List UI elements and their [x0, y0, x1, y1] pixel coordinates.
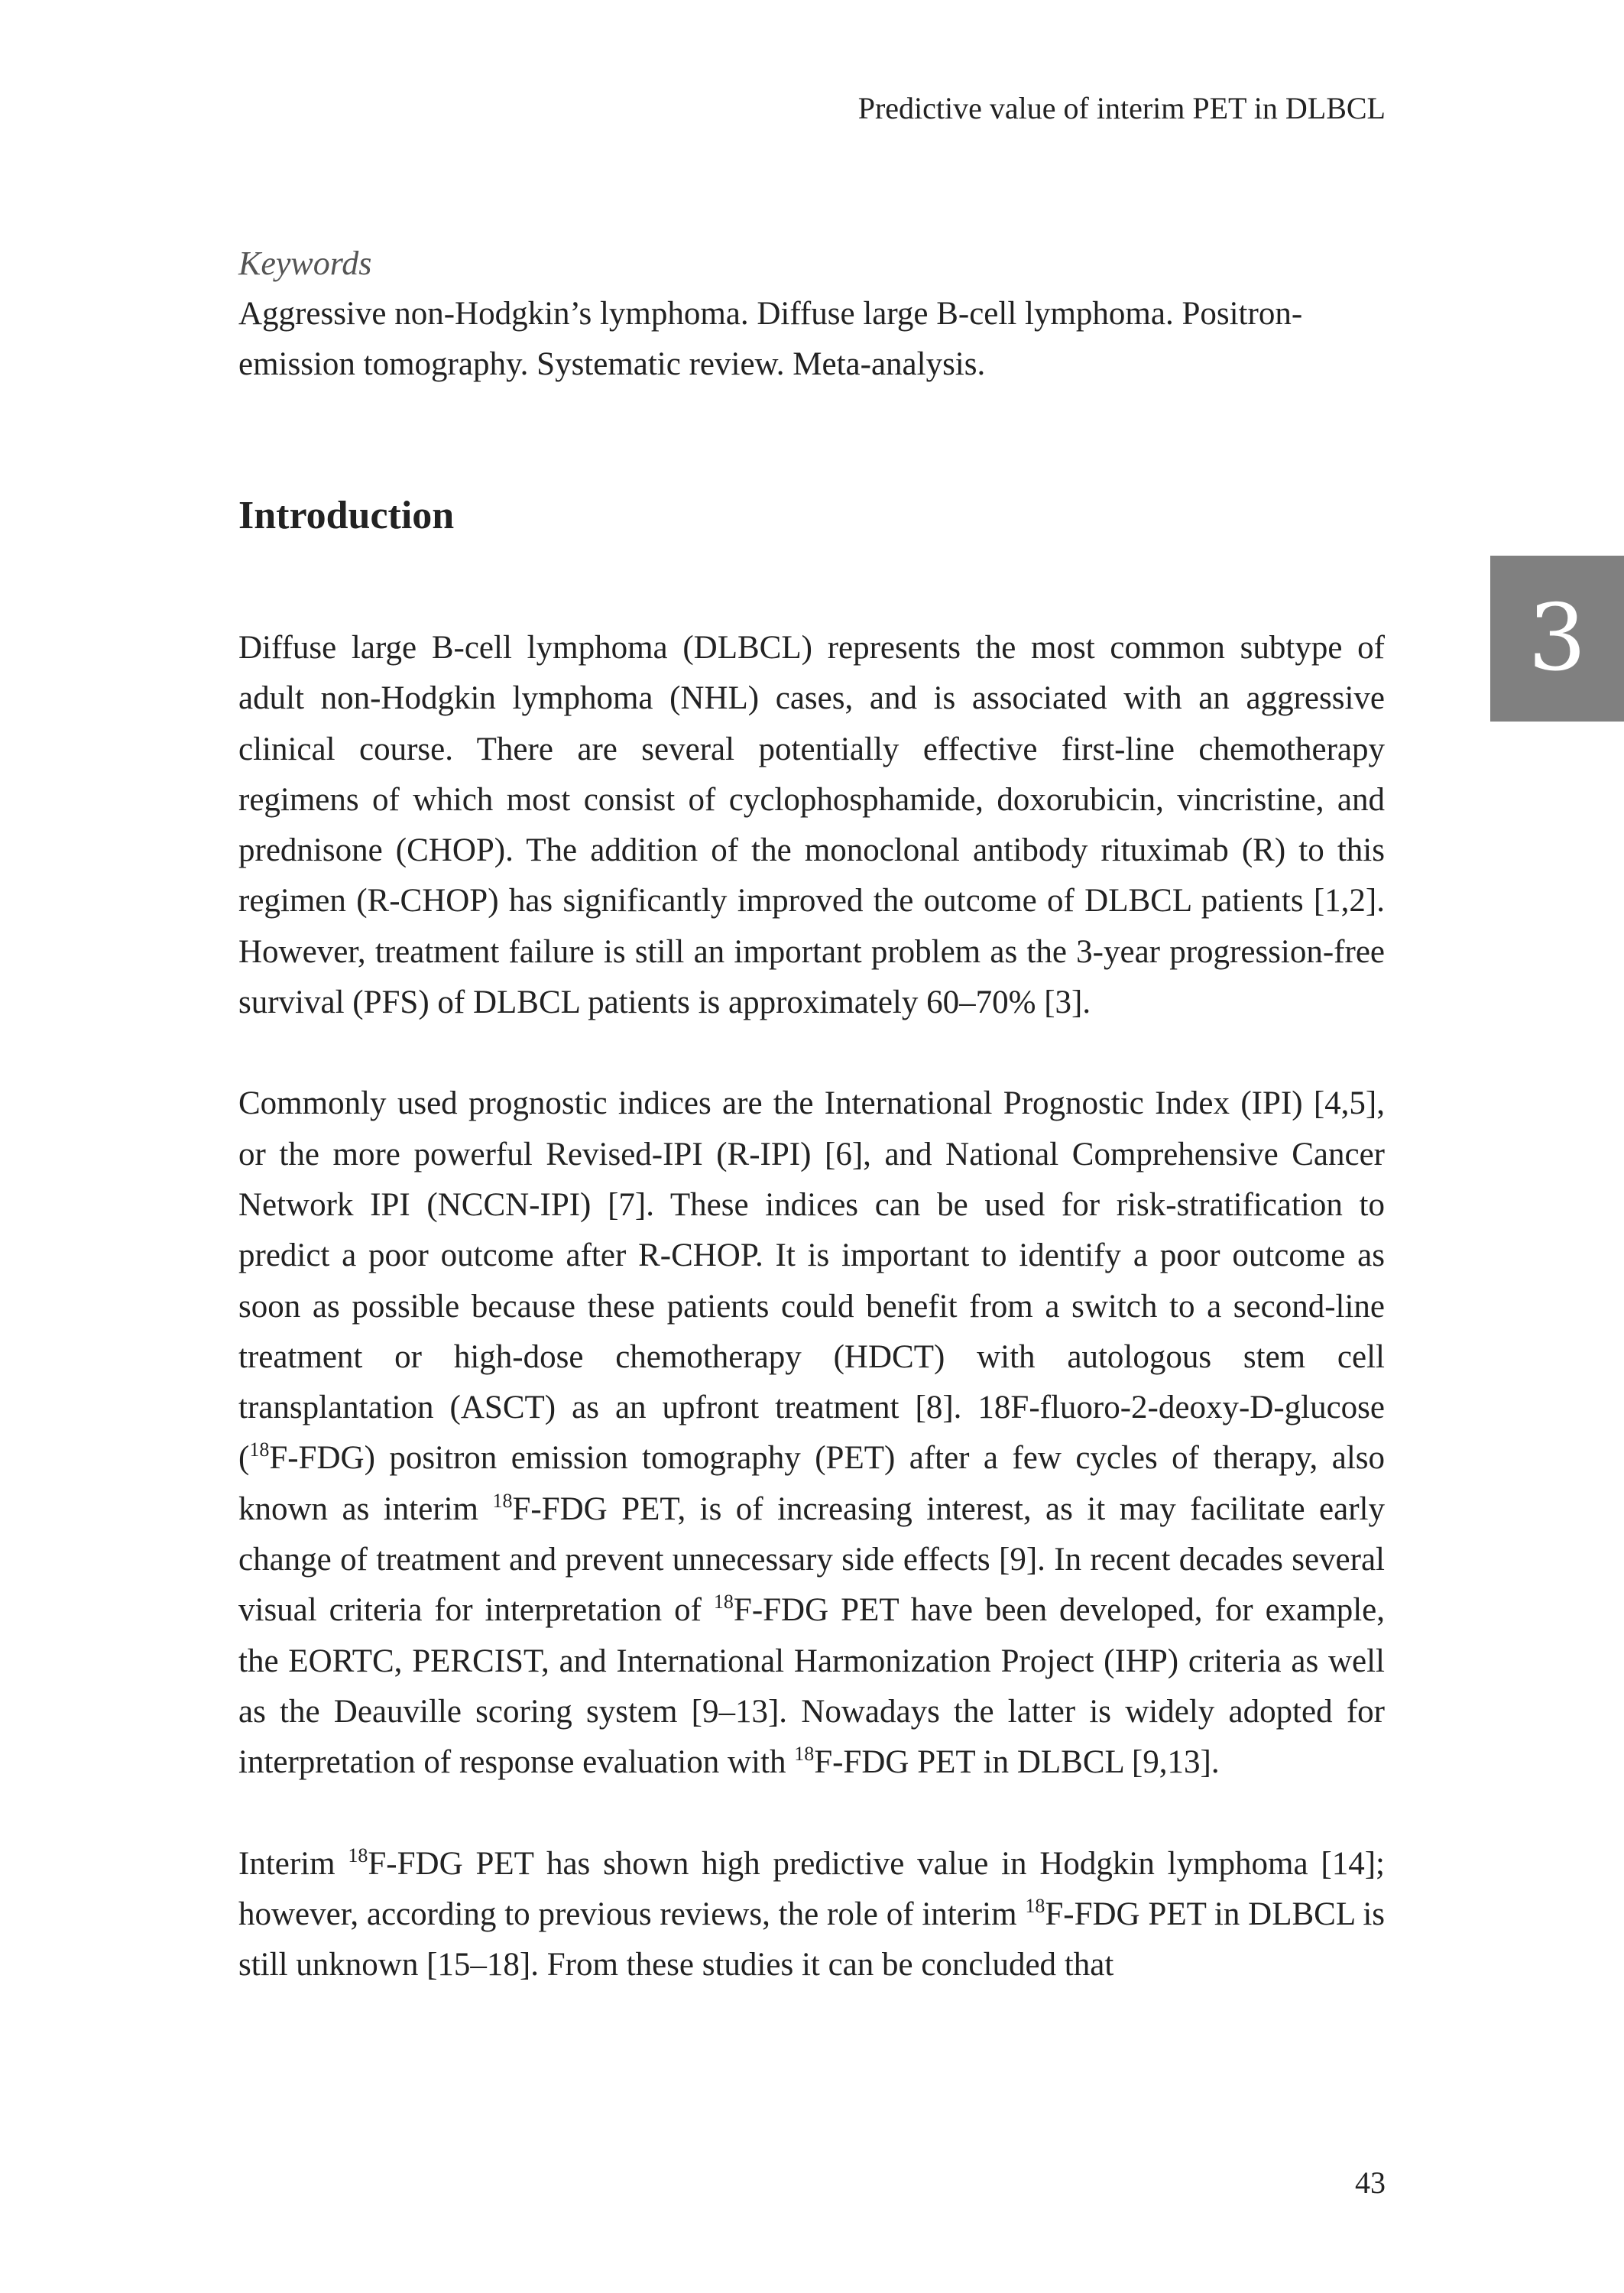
introduction-paragraph-1: Diffuse large B-cell lymphoma (DLBCL) represents the most common subtype of adult non-Hodgkin lymphoma (NHL) cases, and is associated with an aggressive clinical course. There are several potentially effective first-line chemotherapy regimens of which most consist of cyclophosphamide, doxorubicin, vincristine, and prednisone (CHOP). The addition of the monoclonal antibody rituximab (R) to this regimen (R-CHOP) has significantly improved the outcome of DLBCL patients [1,2]. However, treatment failure is still an important problem as the 3-year progression-free survival (PFS) of DLBCL patients is approximately 60–70% [3].: [238, 630, 1385, 1021]
keywords-text: Aggressive non-Hodgkin’s lymphoma. Diffuse large B-cell lymphoma. Positron-emission tomography. Systematic review. Meta-analysis.: [238, 296, 1303, 382]
keywords-label: Keywords: [238, 245, 372, 282]
chapter-tab: 3: [1490, 556, 1624, 722]
isotope-superscript: 18: [492, 1489, 513, 1512]
paragraph-3-text: F-FDG PET in DLBCL is still unknown [15–18]. From these studies it can be concluded that: [238, 1896, 1386, 1983]
paragraph-2-text: F-FDG PET have been developed, for example, the EORTC, PERCIST, and International Harmonization Project (IHP) criteria as well as the Deauville scoring system [9–13]. Nowadays the latter is widely adopted for interpretation of response evaluation with: [238, 1592, 1385, 1781]
running-header: Predictive value of interim PET in DLBCL: [857, 91, 1386, 125]
isotope-superscript: 18: [713, 1591, 734, 1614]
paragraph-2-text: F-FDG PET in DLBCL [9,13].: [814, 1744, 1220, 1781]
section-heading-introduction: Introduction: [238, 494, 455, 537]
isotope-superscript: 18: [249, 1438, 270, 1461]
page-number: 43: [1355, 2165, 1386, 2200]
paragraph-3-text: F-FDG PET has shown high predictive value in Hodgkin lymphoma [14]; however, according to previous reviews, the role of interim: [238, 1845, 1385, 1932]
page-body: [238, 238, 1385, 1990]
isotope-superscript: 18: [1025, 1894, 1045, 1917]
isotope-superscript: 18: [348, 1844, 368, 1867]
isotope-superscript: 18: [794, 1743, 815, 1766]
introduction-paragraph-2: [238, 1078, 1385, 1788]
paragraph-2-text: F-FDG PET, is of increasing interest, as it may facilitate early change of treatment and prevent unnecessary side effects [9]. In recent decades several visual criteria for interpretation of: [238, 1490, 1385, 1629]
paragraph-2-text: F-FDG) positron emission tomography (PET) after a few cycles of therapy, also known as interim: [238, 1440, 1385, 1527]
paragraph-3-text: Interim: [238, 1845, 348, 1882]
introduction-paragraph-3: [238, 1839, 1385, 1991]
paragraph-2-text: Commonly used prognostic indices are the International Prognostic Index (IPI) [4,5], or the more powerful Revised-IPI (R-IPI) [6], and National Comprehensive Cancer Network IPI (NCCN-IPI) [7]. These indices can be used for risk-stratification to predict a poor outcome after R-CHOP. It is important to identify a poor outcome as soon as possible because these patients could benefit from a switch to a second-line treatment or high-dose chemotherapy (HDCT) with autologous stem cell transplantation (ASCT) as an upfront treatment [8]. 18F-fluoro-2-deoxy-D-glucose (: [238, 1085, 1385, 1477]
